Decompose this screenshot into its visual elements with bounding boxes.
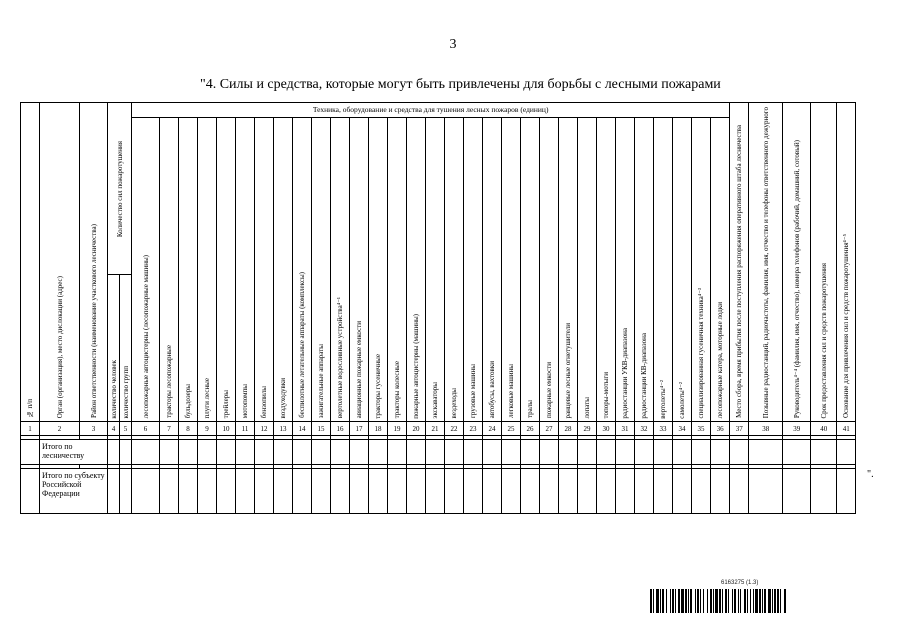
column-number: 13	[274, 422, 293, 436]
header-cell-tech: ранцевые лесные огнетушители	[559, 118, 578, 422]
header-cell-tech: тралы	[521, 118, 540, 422]
column-number: 36	[711, 422, 730, 436]
header-cell-tech: вертолетные водосливные устройства⁴⁻¹	[331, 118, 350, 422]
header-cell-tech: тракторы гусеничные	[369, 118, 388, 422]
column-number: 30	[597, 422, 616, 436]
column-number: 2	[40, 422, 80, 436]
header-cell-tech: пожарные автоцистерны (машины)	[407, 118, 426, 422]
empty-cell	[521, 440, 540, 465]
empty-cell	[464, 469, 483, 514]
empty-cell	[711, 440, 730, 465]
empty-cell	[730, 469, 749, 514]
empty-cell	[312, 440, 331, 465]
empty-cell	[132, 469, 160, 514]
column-number: 3	[80, 422, 108, 436]
header-cell: Район ответственности (наименование участкового лесничества)	[80, 103, 108, 422]
header-group-technique: Техника, оборудование и средства для тушения лесных пожаров (единиц)	[132, 103, 730, 118]
total-label: Итого по лесничеству	[40, 440, 108, 465]
empty-cell	[673, 469, 692, 514]
empty-cell	[236, 440, 255, 465]
empty-cell	[312, 469, 331, 514]
column-number: 17	[350, 422, 369, 436]
header-cell-tech: топоры-мотыги	[597, 118, 616, 422]
header-cell-tech: радиостанции УКВ-диапазона	[616, 118, 635, 422]
empty-cell	[502, 469, 521, 514]
empty-cell	[445, 469, 464, 514]
column-number: 26	[521, 422, 540, 436]
empty-cell	[578, 469, 597, 514]
empty-cell	[217, 469, 236, 514]
header-cell-tech: беспилотные летательные аппараты (комплексы)	[293, 118, 312, 422]
empty-cell	[108, 440, 120, 465]
column-number: 5	[120, 422, 132, 436]
header-cell-tech: воздуходувки	[274, 118, 293, 422]
empty-cell	[811, 440, 837, 465]
column-number: 4	[108, 422, 120, 436]
column-number: 1	[21, 422, 40, 436]
empty-cell	[521, 469, 540, 514]
header-cell-tech: пожарные емкости	[540, 118, 559, 422]
empty-cell	[293, 440, 312, 465]
empty-cell	[811, 469, 837, 514]
column-number: 40	[811, 422, 837, 436]
header-cell-tech: тракторы лесопожарные	[160, 118, 179, 422]
column-number: 31	[616, 422, 635, 436]
header-cell-tech: вертолеты⁴⁻²	[654, 118, 673, 422]
barcode-bar	[786, 589, 787, 613]
empty-cell	[331, 440, 350, 465]
barcode-number: 6163275 (1.3)	[721, 580, 759, 586]
empty-cell	[21, 440, 40, 465]
header-cell-tech: авиационные пожарные емкости	[350, 118, 369, 422]
empty-cell	[540, 440, 559, 465]
empty-cell	[837, 469, 856, 514]
empty-cell	[274, 440, 293, 465]
column-number: 23	[464, 422, 483, 436]
empty-cell	[783, 440, 811, 465]
empty-cell	[217, 440, 236, 465]
empty-cell	[388, 469, 407, 514]
empty-cell	[597, 469, 616, 514]
empty-cell	[120, 469, 132, 514]
empty-cell	[445, 440, 464, 465]
column-number: 32	[635, 422, 654, 436]
empty-cell	[255, 469, 274, 514]
column-number: 33	[654, 422, 673, 436]
empty-cell	[559, 469, 578, 514]
column-number: 18	[369, 422, 388, 436]
header-cell: Место сбора, время прибытия после поступления распоряжения оперативного штаба лесничества	[730, 103, 749, 422]
empty-cell	[331, 469, 350, 514]
header-cell: Основание для привлечения сил и средств пожаротушения⁴⁻⁵	[837, 103, 856, 422]
empty-cell	[236, 469, 255, 514]
empty-cell	[783, 469, 811, 514]
empty-cell	[730, 440, 749, 465]
header-cell-tech: бульдозеры	[179, 118, 198, 422]
header-cell-tech: мотопомпы	[236, 118, 255, 422]
empty-cell	[274, 469, 293, 514]
empty-cell	[654, 440, 673, 465]
forces-table	[20, 102, 883, 514]
empty-cell	[711, 469, 730, 514]
header-cell-tech: тракторы колесные	[388, 118, 407, 422]
column-number: 35	[692, 422, 711, 436]
empty-cell	[749, 469, 783, 514]
header-cell-tech: бензопилы	[255, 118, 274, 422]
empty-cell	[597, 440, 616, 465]
header-cell-tech: лесопожарные автоцистерны (лесопожарные машины)	[132, 118, 160, 422]
empty-cell	[426, 469, 445, 514]
empty-cell	[559, 440, 578, 465]
empty-cell	[350, 469, 369, 514]
header-cell: Позывные радиостанций, радиочастоты, фамилия, имя, отчество и телефоны ответственного дежурного	[749, 103, 783, 422]
column-number: 25	[502, 422, 521, 436]
header-cell-tech: трейлеры	[217, 118, 236, 422]
column-number: 27	[540, 422, 559, 436]
column-number: 15	[312, 422, 331, 436]
header-cell-tech: вездеходы	[445, 118, 464, 422]
empty-cell	[160, 469, 179, 514]
total-row-subject	[21, 469, 883, 514]
empty-cell	[635, 440, 654, 465]
empty-cell	[483, 469, 502, 514]
header-cell-tech: автобусы, вахтовки	[483, 118, 502, 422]
empty-cell	[198, 440, 217, 465]
column-number: 41	[837, 422, 856, 436]
column-number: 38	[749, 422, 783, 436]
column-number: 6	[132, 422, 160, 436]
empty-cell	[578, 440, 597, 465]
column-number: 29	[578, 422, 597, 436]
header-cell: Количество сил пожаротушения	[108, 103, 132, 275]
header-cell-tech: зажигательные аппараты	[312, 118, 331, 422]
column-number: 34	[673, 422, 692, 436]
empty-cell	[692, 469, 711, 514]
empty-cell	[179, 440, 198, 465]
header-row-top	[21, 103, 883, 118]
page-number: 3	[449, 37, 457, 52]
empty-cell	[692, 440, 711, 465]
column-number-row	[21, 422, 883, 436]
empty-cell	[21, 469, 40, 514]
column-number: 14	[293, 422, 312, 436]
empty-cell	[616, 440, 635, 465]
section-title: "4. Силы и средства, которые могут быть привлечены для борьбы с лесными пожарами	[200, 77, 721, 92]
empty-cell	[483, 440, 502, 465]
column-number: 24	[483, 422, 502, 436]
empty-cell	[540, 469, 559, 514]
header-cell-tech: легковые машины	[502, 118, 521, 422]
column-number: 19	[388, 422, 407, 436]
header-cell: количество человек	[108, 275, 120, 422]
header-cell-tech: экскаваторы	[426, 118, 445, 422]
header-cell-tech: самолеты⁴⁻²	[673, 118, 692, 422]
header-cell-tech: радиостанции КВ-диапазона	[635, 118, 654, 422]
column-number: 21	[426, 422, 445, 436]
barcode	[650, 589, 886, 613]
empty-cell	[616, 469, 635, 514]
empty-cell	[369, 469, 388, 514]
empty-cell	[749, 440, 783, 465]
empty-cell	[369, 440, 388, 465]
empty-cell	[293, 469, 312, 514]
total-label: Итого по субъекту Российской Федерации	[40, 469, 108, 514]
column-number: 22	[445, 422, 464, 436]
empty-cell	[464, 440, 483, 465]
column-number: 11	[236, 422, 255, 436]
empty-cell	[654, 469, 673, 514]
header-cell: Орган (организация), место дислокации (адрес)	[40, 103, 80, 422]
header-cell-tech: специализированная гусеничная техника⁴⁻³	[692, 118, 711, 422]
empty-cell	[179, 469, 198, 514]
empty-cell	[160, 440, 179, 465]
empty-cell	[837, 440, 856, 465]
header-cell: № п/п	[21, 103, 40, 422]
empty-cell	[132, 440, 160, 465]
empty-cell	[407, 469, 426, 514]
column-number: 37	[730, 422, 749, 436]
column-number: 28	[559, 422, 578, 436]
empty-cell	[426, 440, 445, 465]
column-number: 7	[160, 422, 179, 436]
empty-cell	[407, 440, 426, 465]
header-cell-tech: лесопожарные катера, моторные лодки	[711, 118, 730, 422]
column-number: 12	[255, 422, 274, 436]
column-number: 9	[198, 422, 217, 436]
empty-cell	[350, 440, 369, 465]
header-cell-tech: грузовые машины	[464, 118, 483, 422]
header-cell: Срок предоставления сил и средств пожаротушения	[811, 103, 837, 422]
empty-cell	[388, 440, 407, 465]
empty-cell	[108, 469, 120, 514]
column-number: 39	[783, 422, 811, 436]
empty-cell	[255, 440, 274, 465]
header-cell: Руководитель⁴⁻⁴ (фамилия, имя, отчество), номера телефонов (рабочий, домашний, сотовый)	[783, 103, 811, 422]
header-cell: количество групп	[120, 275, 132, 422]
closing-quote: ".	[867, 469, 874, 480]
column-number: 20	[407, 422, 426, 436]
column-number: 10	[217, 422, 236, 436]
column-number: 16	[331, 422, 350, 436]
empty-cell	[635, 469, 654, 514]
empty-cell	[502, 440, 521, 465]
empty-cell	[673, 440, 692, 465]
column-number: 8	[179, 422, 198, 436]
total-row-forestry	[21, 440, 883, 465]
empty-cell	[120, 440, 132, 465]
empty-cell	[198, 469, 217, 514]
header-cell-tech: плуги лесные	[198, 118, 217, 422]
header-cell-tech: лопаты	[578, 118, 597, 422]
